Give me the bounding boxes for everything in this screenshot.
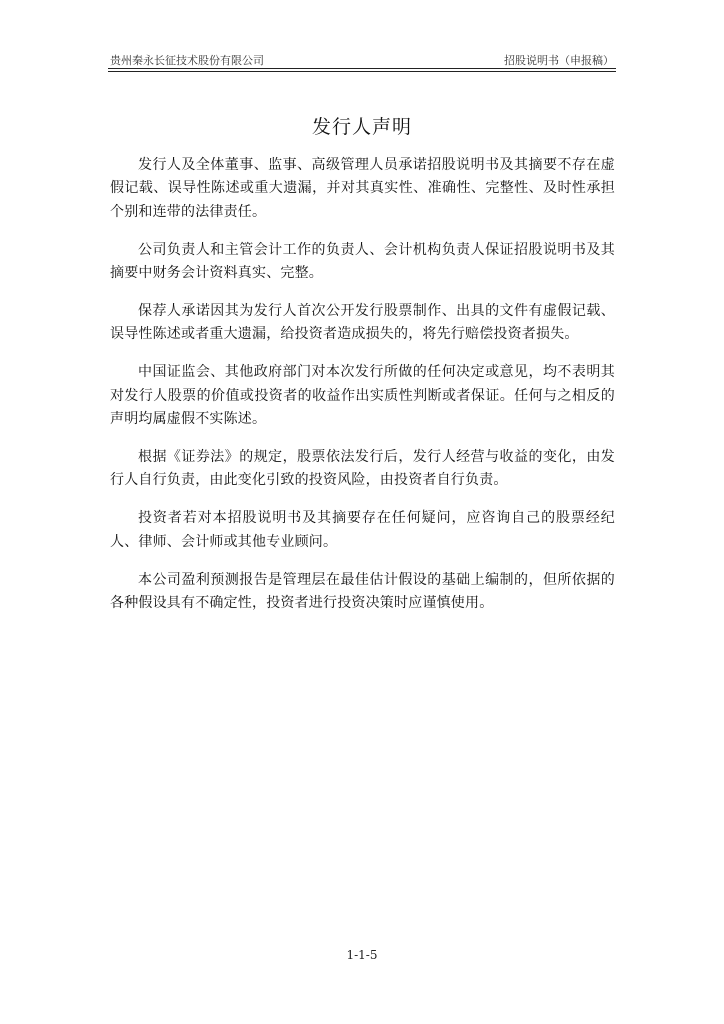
page-header: [108, 50, 616, 68]
statement-paragraph-1: 发行人及全体董事、监事、高级管理人员承诺招股说明书及其摘要不存在虚假记载、误导性陈述或重大遗漏，并对其真实性、准确性、完整性、及时性承担个别和连带的法律责任。: [110, 157, 615, 220]
statement-paragraph-5: 根据《证券法》的规定，股票依法发行后，发行人经营与收益的变化，由发行人自行负责，由此变化引致的投资风险，由投资者自行负责。: [110, 449, 615, 489]
page-number: 1-1-5: [346, 948, 378, 962]
statement-paragraph-3: 保荐人承诺因其为发行人首次公开发行股票制作、出具的文件有虚假记载、误导性陈述或者重大遗漏，给投资者造成损失的，将先行赔偿投资者损失。: [110, 303, 615, 343]
statement-paragraph-7: 本公司盈利预测报告是管理层在最佳估计假设的基础上编制的，但所依据的各种假设具有不确定性，投资者进行投资决策时应谨慎使用。: [110, 571, 615, 612]
statement-paragraph-4: 中国证监会、其他政府部门对本次发行所做的任何决定或意见，均不表明其对发行人股票的价值或投资者的收益作出实质性判断或者保证。任何与之相反的声明均属虚假不实陈述。: [110, 364, 615, 428]
header-company-name: 贵州秦永长征技术股份有限公司: [110, 54, 264, 67]
page-title: 发行人声明: [311, 116, 412, 138]
statement-paragraph-6: 投资者若对本招股说明书及其摘要存在任何疑问，应咨询自己的股票经纪人、律师、会计师或其他专业顾问。: [110, 510, 615, 550]
statement-paragraph-2: 公司负责人和主管会计工作的负责人、会计机构负责人保证招股说明书及其摘要中财务会计资料真实、完整。: [110, 241, 615, 282]
header-divider: [108, 68, 616, 72]
statement-body: [110, 154, 615, 630]
header-document-type: 招股说明书（申报稿）: [504, 54, 614, 67]
